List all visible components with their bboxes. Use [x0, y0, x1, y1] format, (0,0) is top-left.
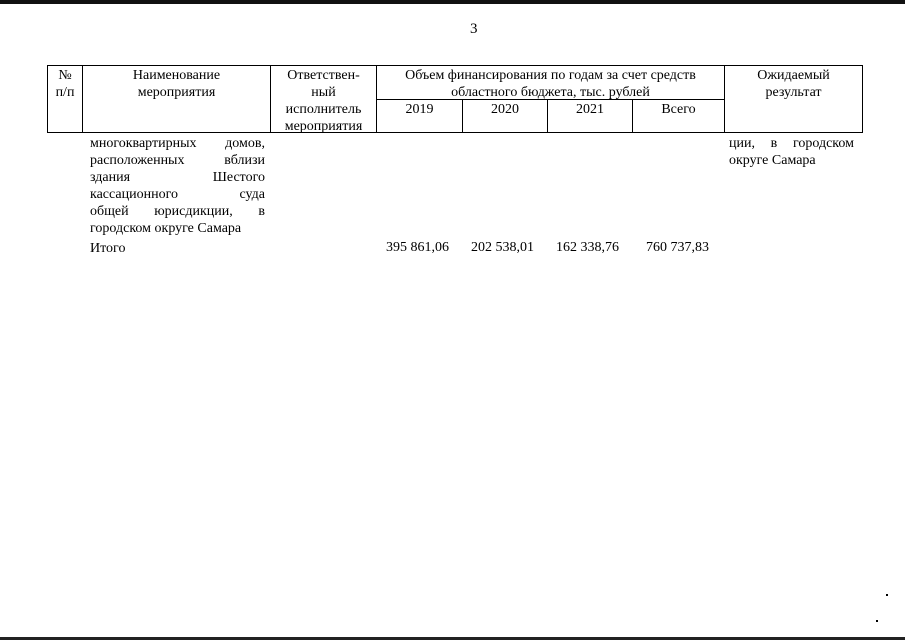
row-name: многоквартирных домов, расположенных вблизи здания Шестого кассационного суда общей юрисдикции, в городском округе Самара	[90, 136, 265, 236]
header-total: Всего	[661, 102, 696, 117]
total-2021: 162 338,76	[556, 240, 619, 255]
header-year-2021: 2021	[576, 102, 604, 117]
header-year-2019: 2019	[405, 102, 434, 117]
total-all: 760 737,83	[646, 240, 709, 255]
header-funding: Объем финансирования по годам за счет средств областного бюджета, тыс. рублей	[405, 68, 696, 100]
header-result: Ожидаемый результат	[757, 68, 830, 100]
scan-speck	[876, 620, 878, 622]
total-label: Итого	[90, 241, 126, 256]
header-year-2020: 2020	[491, 102, 519, 117]
header-no: № п/п	[55, 68, 75, 100]
page-number: 3	[470, 21, 478, 37]
header-name: Наименование мероприятия	[132, 68, 221, 100]
header-executor: Ответствен- ный исполнитель мероприятия	[284, 68, 363, 134]
top-border	[0, 0, 905, 4]
scan-speck	[886, 594, 888, 596]
row-result: ции, в городском округе Самара	[729, 136, 854, 168]
total-2019: 395 861,06	[386, 240, 449, 255]
total-2020: 202 538,01	[471, 240, 534, 255]
